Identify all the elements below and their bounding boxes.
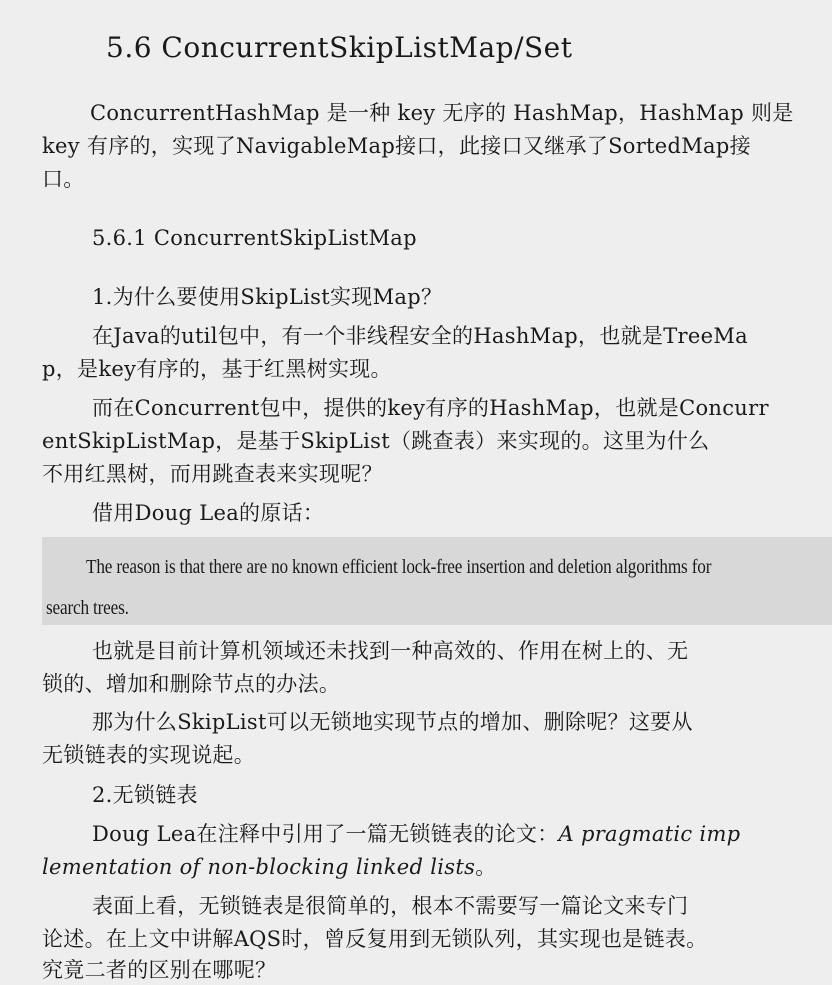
quote-line-2: search trees. [46, 597, 129, 619]
q2-paragraph-2-line-2: 论述。在上文中讲解AQS时，曾反复用到无锁队列，其实现也是链表。 [42, 927, 708, 951]
q1-paragraph-2-line-1: 而在Concurrent包中，提供的key有序的HashMap，也就是Concurr [92, 396, 769, 420]
question-1-heading: 1.为什么要使用SkipList实现Map？ [92, 285, 443, 309]
q1-paragraph-2-line-2: entSkipListMap，是基于SkipList（跳查表）来实现的。这里为什么 [42, 429, 710, 453]
q2-paragraph-1-line-2 [42, 852, 496, 882]
q1-paragraph-2-line-3: 不用红黑树，而用跳查表来实现呢？ [42, 462, 383, 486]
q2-paragraph-2-line-3: 究竟二者的区别在哪呢？ [42, 958, 277, 982]
q2-paragraph-2-line-1: 表面上看，无锁链表是很简单的，根本不需要写一篇论文来专门 [92, 894, 689, 918]
q1-paragraph-1-line-1: 在Java的util包中，有一个非线程安全的HashMap，也就是TreeMa [92, 324, 748, 348]
quote-block [42, 537, 832, 625]
question-2-heading: 2.无锁链表 [92, 783, 198, 807]
q1-paragraph-1-line-2: p，是key有序的，基于红黑树实现。 [42, 357, 392, 381]
page-title: 5.6 ConcurrentSkipListMap/Set [106, 31, 573, 64]
after-quote-paragraph-2-line-2: 无锁链表的实现说起。 [42, 743, 255, 767]
q2-paragraph-1-line-1 [92, 819, 740, 849]
after-quote-paragraph-2-line-1: 那为什么SkipList可以无锁地实现节点的增加、删除呢？这要从 [92, 710, 693, 734]
after-quote-paragraph-1-line-2: 锁的、增加和删除节点的办法。 [42, 672, 341, 696]
intro-line-2: key 有序的，实现了NavigableMap接口，此接口又继承了SortedMap接 [42, 134, 751, 158]
paper-title-part-1: A pragmatic imp [558, 822, 741, 846]
quote-line-1: The reason is that there are no known efficient lock-free insertion and deletion algorithms for [86, 556, 712, 578]
paper-title-part-2: lementation of non-blocking linked lists [42, 855, 476, 879]
intro-line-1: ConcurrentHashMap 是一种 key 无序的 HashMap，HashMap 则是 [90, 101, 794, 125]
intro-line-3: 口。 [42, 167, 85, 191]
q2-paragraph-1-text: Doug Lea在注释中引用了一篇无锁链表的论文： [92, 822, 559, 846]
section-heading: 5.6.1 ConcurrentSkipListMap [92, 226, 417, 250]
after-quote-paragraph-1-line-1: 也就是目前计算机领域还未找到一种高效的、作用在树上的、无 [92, 639, 689, 663]
q2-paragraph-1-end: 。 [475, 855, 497, 879]
q1-paragraph-3: 借用Doug Lea的原话： [92, 501, 325, 525]
